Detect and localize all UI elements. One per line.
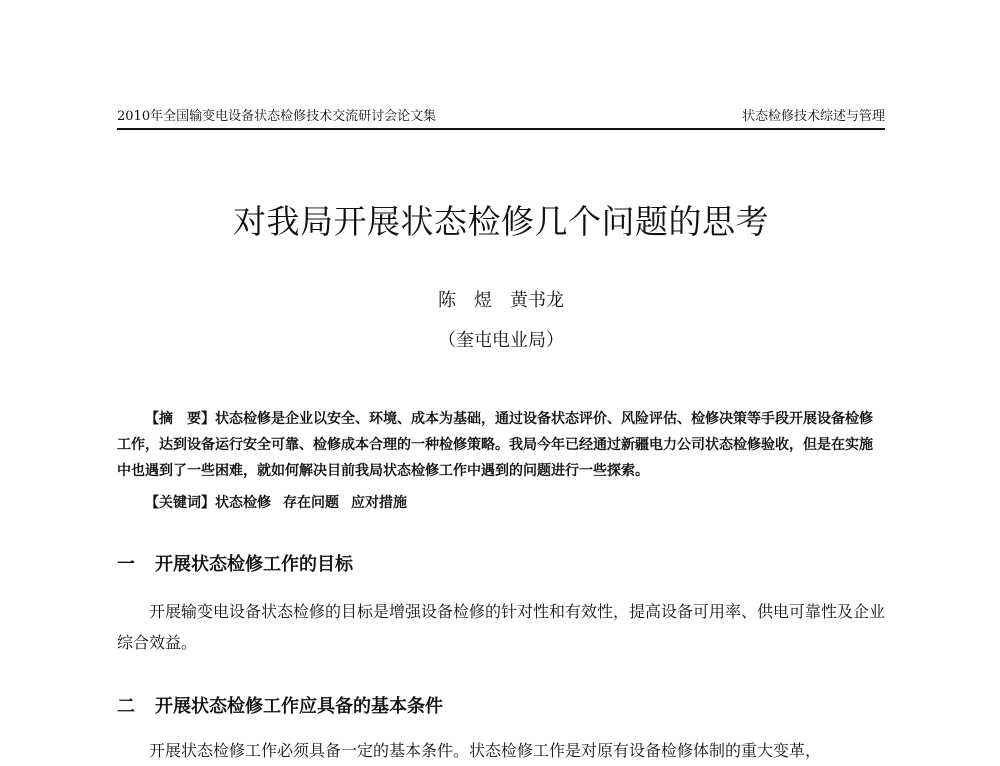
keywords [145,492,419,512]
section-title: 开展状态检修工作应具备的基本条件 [155,696,443,717]
section-title: 开展状态检修工作的目标 [155,554,353,575]
section-heading-1 [117,550,353,576]
abstract-text: 状态检修是企业以安全、环境、成本为基础，通过设备状态评价、风险评估、检修决策等手段开展设备检修工作，达到设备运行安全可靠、检修成本合理的一种检修策略。我局今年已经通过新疆电力公司状态检修验收，但是在实施中也遇到了一些困难，就如何解决目前我局状态检修工作中遇到的问题进行一些探索。 [117,411,873,479]
authors: 陈 煜 黄书龙 [438,290,564,311]
affiliation: （奎屯电业局） [438,330,564,351]
section-1-paragraph: 开展输变电设备状态检修的目标是增强设备检修的针对性和有效性，提高设备可用率、供电可靠性及企业综合效益。 [117,602,886,652]
section-category: 状态检修技术综述与管理 [741,109,885,124]
proceedings-title: 2010年全国输变电设备状态检修技术交流研讨会论文集 [117,109,437,124]
keyword: 存在问题 [283,495,339,511]
abstract [117,406,885,484]
section-number: 二 [117,696,135,717]
keywords-label: 【关键词】 [145,495,215,511]
section-2-paragraph: 开展状态检修工作必须具备一定的基本条件。状态检修工作是对原有设备检修体制的重大变革， [149,741,822,760]
running-header [117,106,885,130]
keyword: 状态检修 [215,495,271,511]
abstract-label: 【摘 要】 [145,411,215,427]
section-heading-2 [117,692,443,718]
section-number: 一 [117,554,135,575]
keyword: 应对措施 [351,495,407,511]
paper-title: 对我局开展状态检修几个问题的思考 [233,202,769,241]
